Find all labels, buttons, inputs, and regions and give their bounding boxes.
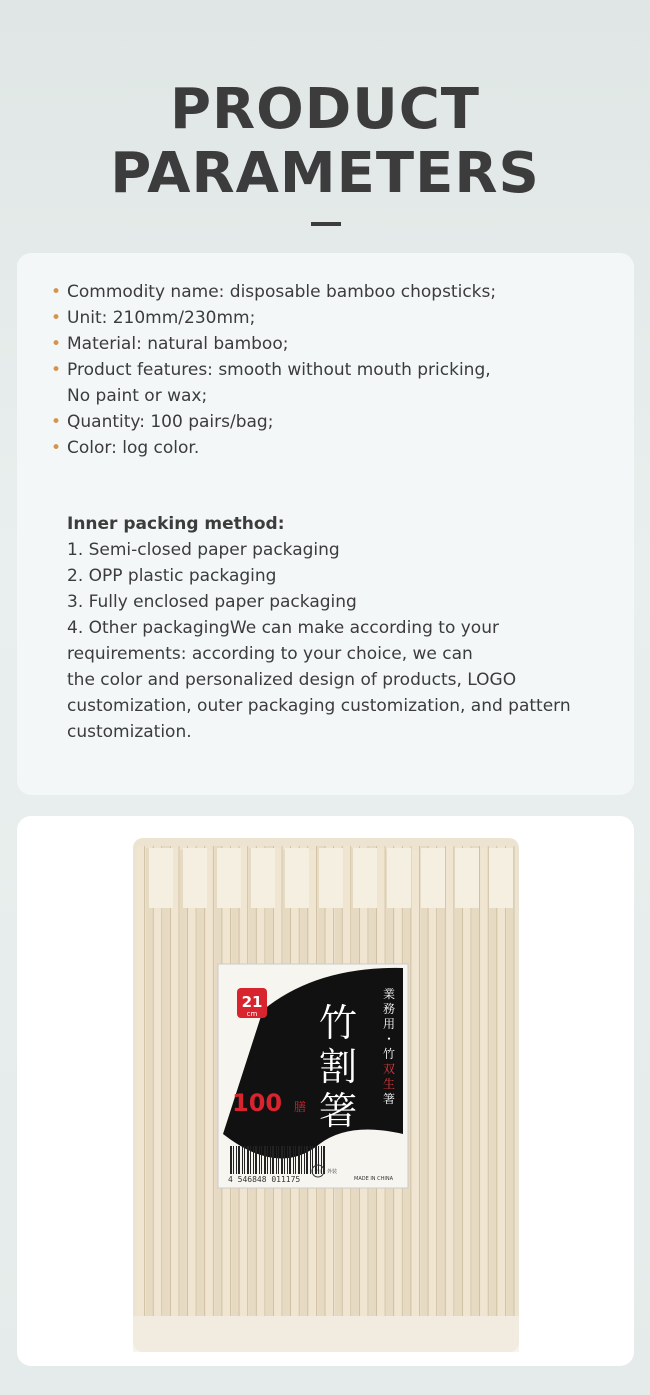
- barcode-bar: [261, 1146, 262, 1174]
- feature-item: [51, 357, 496, 409]
- bullet-icon: •: [51, 308, 62, 328]
- feature-text: Unit: 210mm/230mm;: [67, 308, 256, 328]
- label-vertical-char-red: 生: [383, 1077, 396, 1091]
- barcode-bar: [264, 1146, 266, 1174]
- chopstick: [146, 848, 154, 1316]
- barcode-bar: [244, 1146, 245, 1174]
- chopstick: [506, 848, 514, 1316]
- title-line-1: PRODUCT: [169, 77, 481, 142]
- bullet-icon: •: [51, 282, 62, 302]
- feature-text: Material: natural bamboo;: [67, 334, 289, 354]
- barcode-bar: [276, 1146, 277, 1174]
- barcode-bar: [289, 1146, 291, 1174]
- packing-line: 3. Fully enclosed paper packaging: [67, 592, 357, 612]
- chopstick: [197, 848, 205, 1316]
- chopstick: [421, 846, 429, 1316]
- label-vertical-char: 務: [383, 1002, 396, 1016]
- feature-item: [51, 279, 496, 305]
- chopstick: [154, 850, 162, 1316]
- package-label: [218, 964, 408, 1188]
- label-main-char: 箸: [319, 1089, 358, 1133]
- feature-item: [51, 331, 496, 357]
- barcode-bar: [255, 1146, 257, 1174]
- barcode-bar: [242, 1146, 243, 1174]
- barcode-bar: [259, 1146, 260, 1174]
- packing-line: the color and personalized design of products, LOGO: [67, 670, 517, 690]
- barcode-bar: [272, 1146, 274, 1174]
- chopstick: [189, 846, 197, 1316]
- parameters-card: [17, 253, 634, 795]
- barcode-bar: [295, 1146, 296, 1174]
- bullet-icon: •: [51, 438, 62, 458]
- chopstick-head: [285, 848, 309, 908]
- barcode-bar: [281, 1146, 283, 1174]
- barcode-bar: [298, 1146, 300, 1174]
- feature-text: Color: log color.: [67, 438, 200, 458]
- feature-text-continued: No paint or wax;: [67, 386, 208, 406]
- barcode-bar: [270, 1146, 271, 1174]
- label-main-char: 割: [319, 1045, 358, 1089]
- chopstick: [481, 848, 489, 1316]
- packing-heading: Inner packing method:: [67, 514, 285, 534]
- label-vertical-char: ・: [383, 1032, 396, 1046]
- made-in-label: MADE IN CHINA: [354, 1176, 394, 1182]
- barcode-number: 4 546848 011175: [228, 1175, 301, 1184]
- barcode-bar: [310, 1146, 311, 1174]
- title-line-2: PARAMETERS: [110, 141, 540, 206]
- page-title: [0, 78, 650, 206]
- label-vertical-char: 竹: [383, 1047, 396, 1061]
- chopstick: [171, 848, 179, 1316]
- barcode-bar: [253, 1146, 254, 1174]
- barcode-bar: [304, 1146, 305, 1174]
- feature-text: Product features: smooth without mouth pricking,: [67, 360, 491, 380]
- chopstick-head: [489, 848, 513, 908]
- chopstick: [472, 846, 480, 1316]
- chopstick: [464, 850, 472, 1316]
- chopstick: [163, 846, 171, 1316]
- barcode-bar: [267, 1146, 268, 1174]
- count-value: 100: [232, 1089, 283, 1117]
- chopstick-head: [251, 848, 275, 908]
- recycle-label: 外装: [327, 1169, 338, 1175]
- barcode-bar: [301, 1146, 302, 1174]
- bag-seal: [133, 1316, 519, 1352]
- packing-line: requirements: according to your choice, we can: [67, 644, 473, 664]
- chopstick: [489, 850, 497, 1316]
- chopstick-head: [353, 848, 377, 908]
- chopstick-head: [217, 848, 241, 908]
- bullet-icon: •: [51, 334, 62, 354]
- barcode-bar: [250, 1146, 251, 1174]
- chopstick: [429, 848, 437, 1316]
- chopstick-head: [319, 848, 343, 908]
- chopstick-head: [149, 848, 173, 908]
- bullet-icon: •: [51, 412, 62, 432]
- title-divider: [311, 222, 341, 226]
- chopstick-head: [455, 848, 479, 908]
- recycle-mark: プラ: [314, 1169, 322, 1174]
- packing-line: customization.: [67, 722, 192, 742]
- barcode-bar: [247, 1146, 249, 1174]
- packing-line: 4. Other packagingWe can make according to your: [67, 618, 499, 638]
- chopstick: [438, 850, 446, 1316]
- feature-item: [51, 409, 496, 435]
- product-photo-card: [17, 816, 634, 1366]
- packing-section: [67, 511, 627, 745]
- label-vertical-char: 箸: [383, 1092, 396, 1106]
- size-unit: cm: [246, 1010, 258, 1018]
- barcode-bar: [278, 1146, 279, 1174]
- barcode-bar: [284, 1146, 285, 1174]
- packing-line: customization, outer packaging customization, and pattern: [67, 696, 571, 716]
- chopstick-head: [183, 848, 207, 908]
- label-vertical-char-red: 双: [383, 1062, 396, 1076]
- barcode-bar: [230, 1146, 232, 1174]
- barcode-bar: [236, 1146, 237, 1174]
- chopstick-head: [387, 848, 411, 908]
- packing-line: 2. OPP plastic packaging: [67, 566, 277, 586]
- size-value: 21: [241, 993, 263, 1011]
- feature-item: [51, 305, 496, 331]
- packing-line: 1. Semi-closed paper packaging: [67, 540, 340, 560]
- feature-item: [51, 435, 496, 461]
- feature-text: Commodity name: disposable bamboo chopsticks;: [67, 282, 497, 302]
- chopstick: [180, 850, 188, 1316]
- chopstick: [137, 846, 145, 1316]
- chopstick: [455, 848, 463, 1316]
- barcode-bar: [293, 1146, 294, 1174]
- chopstick: [446, 846, 454, 1316]
- label-vertical-char: 業: [383, 987, 396, 1001]
- chopsticks-bag-image: [17, 816, 634, 1366]
- barcode-bar: [233, 1146, 234, 1174]
- bullet-icon: •: [51, 360, 62, 380]
- count-unit: 膳: [294, 1100, 307, 1114]
- chopstick: [206, 850, 214, 1316]
- barcode-bar: [238, 1146, 240, 1174]
- barcode-bar: [287, 1146, 288, 1174]
- label-main-char: 竹: [319, 1001, 358, 1045]
- feature-list: [51, 279, 496, 461]
- label-vertical-char: 用: [383, 1017, 396, 1031]
- chopstick: [412, 850, 420, 1316]
- barcode-bar: [306, 1146, 308, 1174]
- chopstick-head: [421, 848, 445, 908]
- feature-text: Quantity: 100 pairs/bag;: [67, 412, 274, 432]
- chopstick: [498, 846, 506, 1316]
